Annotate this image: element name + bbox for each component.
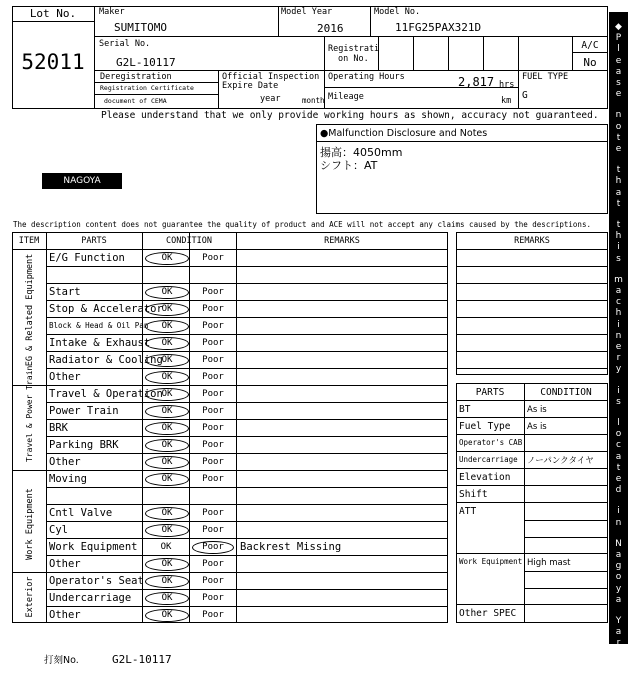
right-remarks-header: REMARKS [514, 236, 550, 246]
ok-circle-mark: OK [145, 405, 189, 418]
poor-label: Poor [202, 287, 224, 297]
row-divider [46, 266, 448, 267]
sidebar-char: r [616, 353, 621, 364]
sidebar-char: Y [615, 616, 622, 626]
lot-label: Lot No. [29, 7, 77, 20]
sidebar-char: n [615, 517, 622, 528]
poor-label: Poor [202, 389, 224, 399]
row-divider [46, 283, 448, 284]
row-divider [46, 538, 448, 539]
row-divider [12, 385, 448, 386]
remarks-row-divider [456, 351, 608, 352]
spec-row-divider [456, 434, 608, 435]
hrs-label: hrs [499, 80, 515, 90]
sidebar-char: e [615, 89, 622, 100]
malfunction-note-lift: 揚高：4050mm [320, 146, 403, 159]
ac-value: No [583, 56, 597, 69]
serial-label: Serial No. [99, 39, 151, 49]
row-divider [46, 606, 448, 607]
poor-label: Poor [202, 423, 224, 433]
poor-label: Poor [202, 576, 224, 586]
part-label: BRK [49, 422, 68, 434]
row-divider [46, 351, 448, 352]
sidebar-char: o [615, 121, 622, 132]
km-label: km [501, 96, 512, 106]
spec-part-label: Other SPEC [459, 608, 517, 619]
header-divider [12, 249, 448, 250]
row-divider [12, 470, 448, 471]
spec-row-divider [456, 485, 608, 486]
row-divider [46, 453, 448, 454]
sidebar-char: a [615, 451, 622, 462]
sidebar-char: l [617, 418, 620, 428]
poor-label: Poor [202, 372, 224, 382]
poor-label: Poor [202, 474, 224, 484]
spec-part-label: Operator's CAB [459, 438, 523, 447]
poor-label: Poor [202, 610, 224, 620]
sidebar-char: d [615, 485, 622, 496]
sidebar-char: e [615, 342, 622, 352]
sidebar-char: a [615, 627, 622, 638]
maker-value: SUMITOMO [114, 21, 167, 34]
serial-value: G2L-10117 [116, 56, 176, 69]
ok-circle-mark: OK [145, 456, 189, 469]
sidebar-char: n [615, 110, 622, 121]
poor-label: Poor [202, 440, 224, 450]
location-badge: NAGOYA [42, 173, 122, 189]
spec-row-divider [456, 553, 608, 554]
sidebar-char: t [616, 462, 621, 473]
sidebar-char: t [616, 165, 621, 176]
poor-label: Poor [202, 508, 224, 518]
sidebar-char: i [617, 385, 620, 396]
operating-hours-value: 2,817 [458, 75, 495, 89]
sidebar-char: t [616, 132, 621, 143]
spec-row-divider [456, 502, 608, 503]
registration-label-2: on No. [338, 54, 369, 64]
part-label: Parking BRK [49, 439, 119, 451]
col-parts-header: PARTS [81, 236, 107, 246]
remarks-row-divider [456, 317, 608, 318]
spec-subrow-divider [524, 520, 608, 521]
group-travel-label: Travel & Power Train [25, 365, 34, 462]
spec-row-divider [456, 417, 608, 418]
inspection-label: Official Inspection [222, 72, 320, 82]
remarks-row-divider [456, 368, 608, 369]
sidebar-char: h [615, 308, 622, 319]
sidebar-char: e [615, 144, 622, 154]
spec-part-label: Fuel Type [459, 421, 511, 432]
col-item-header: ITEM [18, 236, 40, 246]
remark-text: Backrest Missing [240, 541, 342, 553]
spec-condition-value: As is [527, 405, 547, 415]
working-hours-notice: Please understand that we only provide working hours as shown, accuracy not guaranteed. [101, 110, 599, 121]
remarks-row-divider [456, 300, 608, 301]
sidebar-char: g [615, 561, 622, 572]
sidebar-char: y [615, 583, 622, 594]
spec-row-divider [456, 400, 608, 401]
remarks-row-divider [456, 283, 608, 284]
stamp-value: G2L-10117 [112, 653, 172, 666]
row-divider [46, 402, 448, 403]
column-divider [236, 232, 237, 623]
group-eg-label: EG & Related Equipment [25, 253, 35, 367]
spec-parts-header: PARTS [475, 387, 505, 398]
model-no-label: Model No. [374, 7, 421, 17]
sidebar-char: s [616, 396, 621, 407]
sidebar-char: s [616, 253, 621, 264]
part-label: Work Equipment [49, 541, 138, 553]
part-label: E/G Function [49, 252, 125, 264]
sidebar-char: l [617, 44, 620, 55]
spec-subrow-divider [524, 571, 608, 572]
disclaimer: The description content does not guarantee the quality of product and ACE will not accept any claims caused by the descriptions. [13, 220, 591, 229]
ok-circle-mark: OK [145, 320, 189, 333]
operating-hours-label: Operating Hours [328, 72, 405, 82]
row-divider [46, 300, 448, 301]
malfunction-title: ●Malfunction Disclosure and Notes [320, 128, 488, 139]
part-label: Stop & Accelerator [49, 303, 163, 315]
ok-circle-mark: OK [145, 439, 189, 452]
poor-circle-mark: Poor [192, 541, 234, 554]
row-divider [46, 317, 448, 318]
poor-label: Poor [202, 593, 224, 603]
spec-subrow-divider [524, 537, 608, 538]
poor-label: Poor [202, 253, 224, 263]
spec-condition-value: High mast [527, 558, 571, 568]
model-no-value: 11FG25PAX321D [395, 21, 482, 34]
remarks-row-divider [456, 266, 608, 267]
part-label: Other [49, 609, 81, 621]
model-year-label: Model Year [281, 7, 333, 17]
cema-document-label: document of CEMA [104, 97, 167, 105]
sidebar-char: i [617, 319, 620, 330]
sidebar-char: a [615, 550, 622, 560]
ok-circle-mark: OK [145, 609, 189, 622]
fuel-type-label: FUEL TYPE [522, 72, 569, 82]
sidebar-char: y [615, 364, 622, 375]
row-divider [46, 555, 448, 556]
sidebar-char: N [615, 538, 622, 549]
sidebar-char: a [615, 187, 622, 198]
spec-row-divider [456, 604, 608, 605]
part-label: Moving [49, 473, 87, 485]
poor-label: Poor [202, 559, 224, 569]
registration-certificate-label: Registration Certificate [100, 84, 194, 92]
sidebar-char: e [615, 474, 622, 484]
spec-part-label: Elevation [459, 472, 511, 483]
stamp-label: 打刻No. [44, 655, 79, 666]
spec-part-label: ATT [459, 506, 477, 517]
sidebar-char: r [616, 638, 621, 649]
sidebar-char: t [616, 198, 621, 209]
group-work-label: Work Equipment [25, 488, 35, 560]
part-label: Power Train [49, 405, 119, 417]
ok-circle-mark: OK [145, 473, 189, 486]
sidebar-char: a [615, 594, 622, 605]
ok-circle-mark: OK [145, 286, 189, 299]
ok-circle-mark: OK [145, 252, 189, 265]
sidebar-char: o [615, 429, 622, 440]
row-divider [46, 487, 448, 488]
sidebar-char: h [615, 176, 622, 187]
deregistration-label: Deregistration [100, 72, 172, 82]
ok-circle-mark: OK [145, 337, 189, 350]
poor-label: Poor [202, 457, 224, 467]
spec-part-label: Undercarriage [459, 455, 518, 464]
ac-label: A/C [581, 40, 599, 51]
part-label: Operator's Seat [49, 575, 144, 587]
poor-label: Poor [202, 338, 224, 348]
sidebar-char: ◆ [615, 660, 622, 671]
poor-label: Poor [202, 355, 224, 365]
part-label: Undercarriage [49, 592, 132, 604]
ok-circle-mark: OK [145, 575, 189, 588]
sidebar-char: m [614, 274, 623, 285]
mileage-label: Mileage [328, 92, 364, 102]
column-divider [142, 232, 143, 623]
spec-part-label: Work Equipment [459, 557, 523, 566]
sidebar-char: e [615, 55, 622, 66]
location-sidebar [609, 12, 628, 671]
sidebar-char: a [615, 286, 622, 296]
part-label: Block & Head & Oil Pan [49, 321, 149, 330]
maker-label: Maker [99, 7, 125, 17]
sidebar-char: ◆ [615, 22, 622, 32]
malfunction-note-shift: シフト：AT [320, 159, 378, 172]
col-condition-header: CONDITION [165, 236, 213, 246]
inspection-label-2: Expire Date [222, 81, 279, 91]
ok-circle-mark: OK [145, 558, 189, 571]
ok-circle-mark: OK [145, 371, 189, 384]
sidebar-char: c [616, 440, 621, 451]
fuel-type-value: G [522, 90, 528, 101]
spec-row-divider [456, 468, 608, 469]
part-label: Cyl [49, 524, 68, 536]
poor-label: Poor [202, 525, 224, 535]
sidebar-char: h [615, 231, 622, 242]
poor-label: Poor [202, 406, 224, 416]
part-label: Radiator & Cooling [49, 354, 163, 366]
part-label: Cntl Valve [49, 507, 113, 519]
right-remarks-table [456, 232, 608, 375]
row-divider [46, 504, 448, 505]
part-label: Other [49, 558, 81, 570]
row-divider [46, 334, 448, 335]
sidebar-char: s [616, 78, 621, 88]
sidebar-char: P [615, 33, 622, 44]
ok-circle-mark: OK [145, 422, 189, 435]
row-divider [46, 419, 448, 420]
sidebar-char: t [616, 220, 621, 230]
part-label: Start [49, 286, 81, 298]
row-divider [46, 368, 448, 369]
row-divider [12, 572, 448, 573]
row-divider [46, 436, 448, 437]
ok-circle-mark: OK [145, 388, 189, 401]
remarks-row-divider [456, 249, 608, 250]
sidebar-char: n [615, 330, 622, 341]
sidebar-char: i [617, 242, 620, 253]
part-label: Intake & Exhaust [49, 337, 151, 349]
group-exterior-label: Exterior [25, 576, 35, 618]
poor-label: Poor [202, 321, 224, 331]
part-label: Other [49, 371, 81, 383]
spec-condition-value: ノーパンクタイヤ [527, 456, 594, 466]
sidebar-char: a [615, 66, 622, 77]
ok-circle-mark: OK [145, 303, 189, 316]
part-label: Other [49, 456, 81, 468]
spec-subrow-divider [524, 588, 608, 589]
year-label: year [260, 94, 281, 104]
poor-label: Poor [202, 304, 224, 314]
model-year-value: 2016 [317, 22, 344, 35]
ok-circle-mark: OK [145, 524, 189, 537]
part-label: Travel & Operation [49, 388, 163, 400]
column-divider [46, 232, 47, 623]
registration-label: Registrati [328, 44, 380, 54]
ok-circle-mark: OK [145, 354, 189, 367]
remarks-row-divider [456, 334, 608, 335]
sidebar-char: d [615, 649, 622, 660]
spec-part-label: BT [459, 404, 471, 415]
ok-circle-mark: OK [145, 592, 189, 605]
spec-part-label: Shift [459, 489, 488, 500]
spec-condition-header: CONDITION [540, 387, 592, 398]
spec-table [456, 383, 608, 623]
sidebar-char: c [616, 297, 621, 308]
ok-circle-mark: OK [145, 507, 189, 520]
sidebar-char: o [615, 572, 622, 583]
spec-condition-value: As is [527, 422, 547, 432]
spec-row-divider [456, 451, 608, 452]
col-remarks-header: REMARKS [324, 236, 360, 246]
ok-label: OK [160, 542, 172, 552]
row-divider [46, 521, 448, 522]
sidebar-char: i [617, 506, 620, 517]
month-label: month [302, 96, 325, 105]
lot-number: 52011 [21, 50, 85, 74]
row-divider [46, 589, 448, 590]
